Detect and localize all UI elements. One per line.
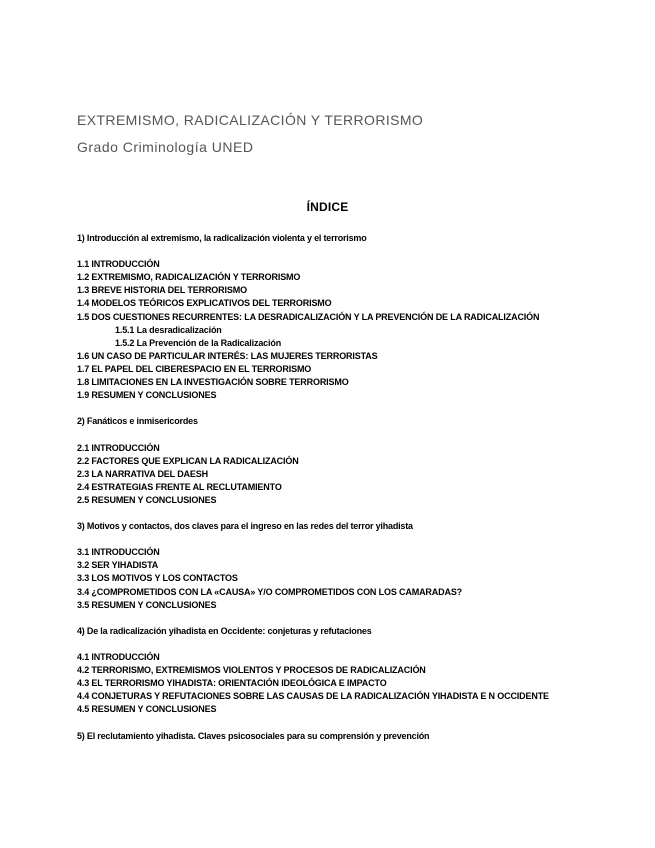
toc-subsection: 1.5.2 La Prevención de la Radicalización [115, 337, 282, 348]
toc-section: 1.9 RESUMEN Y CONCLUSIONES [77, 390, 217, 401]
document-title: EXTREMISMO, RADICALIZACIÓN Y TERRORISMO [77, 112, 424, 128]
toc-section: 1.6 UN CASO DE PARTICULAR INTERÉS: LAS MUJERES TERRORISTAS [77, 350, 378, 361]
spacer [77, 612, 637, 625]
spacer [77, 716, 637, 729]
toc-section: 2.3 LA NARRATIVA DEL DAESH [77, 468, 208, 479]
toc-chapter-title: 2) Fanáticos e inmisericordes [77, 416, 198, 427]
toc-subsection: 1.5.1 La desradicalización [115, 324, 222, 335]
toc-section: 1.4 MODELOS TEÓRICOS EXPLICATIVOS DEL TERRORISMO [77, 298, 332, 309]
toc-section: 3.4 ¿COMPROMETIDOS CON LA «CAUSA» Y/O COMPROMETIDOS CON LOS CAMARADAS? [77, 586, 463, 597]
table-of-contents [77, 232, 637, 743]
toc-section: 4.5 RESUMEN Y CONCLUSIONES [77, 704, 217, 715]
toc-section: 4.1 INTRODUCCIÓN [77, 652, 160, 662]
toc-section: 1.2 EXTREMISMO, RADICALIZACIÓN Y TERRORISMO [77, 272, 301, 283]
toc-chapter-title: 4) De la radicalización yihadista en Occidente: conjeturas y refutaciones [77, 625, 372, 636]
toc-section: 3.5 RESUMEN Y CONCLUSIONES [77, 599, 217, 610]
spacer [77, 507, 637, 520]
toc-section: 4.2 TERRORISMO, EXTREMISMOS VIOLENTOS Y PROCESOS DE RADICALIZACIÓN [77, 665, 426, 676]
spacer [77, 428, 637, 441]
toc-section: 2.5 RESUMEN Y CONCLUSIONES [77, 494, 217, 505]
toc-section: 2.2 FACTORES QUE EXPLICAN LA RADICALIZACIÓN [77, 455, 299, 466]
toc-heading: ÍNDICE [306, 200, 349, 214]
toc-section: 2.1 INTRODUCCIÓN [77, 442, 160, 453]
toc-section: 3.2 SER YIHADISTA [77, 560, 159, 571]
toc-chapter-title: 5) El reclutamiento yihadista. Claves psicosociales para su comprensión y prevención [77, 730, 430, 741]
toc-chapter-title: 1) Introducción al extremismo, la radicalización violenta y el terrorismo [77, 233, 367, 243]
spacer [77, 533, 637, 546]
toc-section: 1.5 DOS CUESTIONES RECURRENTES: LA DESRADICALIZACIÓN Y LA PREVENCIÓN DE LA RADICALIZACIÓN [77, 311, 540, 322]
toc-section: 2.4 ESTRATEGIAS FRENTE AL RECLUTAMIENTO [77, 481, 282, 492]
toc-section: 1.8 LIMITACIONES EN LA INVESTIGACIÓN SOBRE TERRORISMO [77, 377, 349, 388]
toc-chapter-title: 3) Motivos y contactos, dos claves para el ingreso en las redes del terror yihadista [77, 521, 413, 532]
toc-section: 4.3 EL TERRORISMO YIHADISTA: ORIENTACIÓN IDEOLÓGICA E IMPACTO [77, 678, 387, 689]
toc-section: 3.3 LOS MOTIVOS Y LOS CONTACTOS [77, 573, 238, 584]
spacer [77, 402, 637, 415]
spacer [77, 638, 637, 651]
toc-section: 4.4 CONJETURAS Y REFUTACIONES SOBRE LAS CAUSAS DE LA RADICALIZACIÓN YIHADISTA E N OCCIDENTE [77, 691, 549, 702]
spacer [77, 245, 637, 258]
toc-section: 3.1 INTRODUCCIÓN [77, 547, 160, 558]
toc-section: 1.1 INTRODUCCIÓN [77, 259, 160, 270]
document-subtitle: Grado Criminología UNED [77, 139, 254, 155]
toc-section: 1.7 EL PAPEL DEL CIBERESPACIO EN EL TERRORISMO [77, 363, 312, 374]
toc-section: 1.3 BREVE HISTORIA DEL TERRORISMO [77, 285, 247, 296]
